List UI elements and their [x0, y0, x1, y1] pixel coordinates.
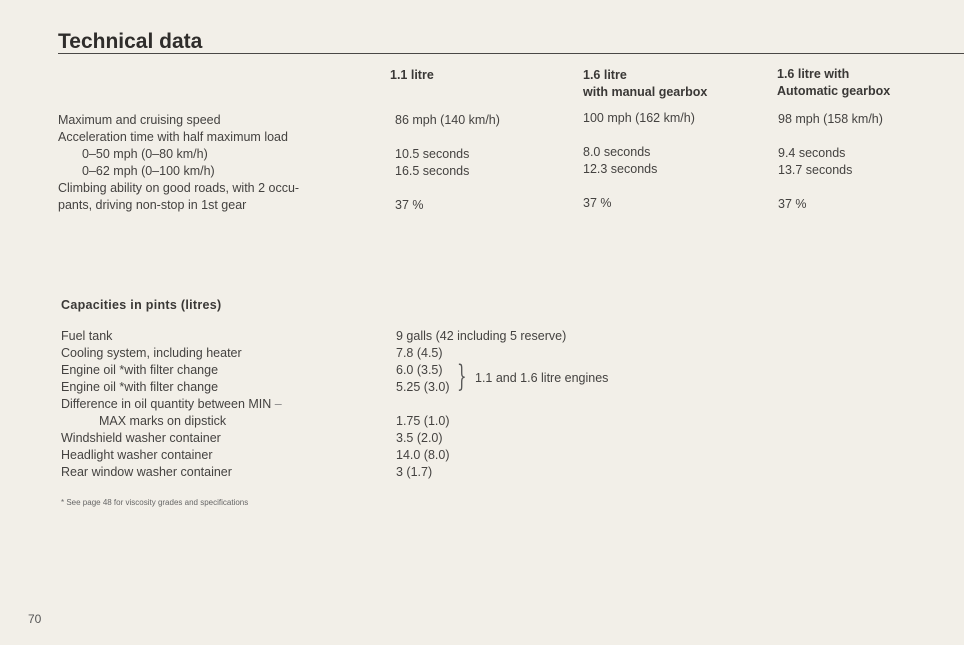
- label-windshield-washer: Windshield washer container: [61, 431, 221, 445]
- value-oil-difference: 1.75 (1.0): [396, 414, 450, 428]
- capacity-values: [396, 328, 566, 481]
- page-title: Technical data: [58, 30, 203, 53]
- label-dipstick-marks: MAX marks on dipstick: [99, 414, 227, 428]
- value-speed: 86 mph (140 km/h): [395, 113, 500, 127]
- label-headlight-washer: Headlight washer container: [61, 448, 213, 462]
- value-headlight-washer: 14.0 (8.0): [396, 448, 450, 462]
- value-spacer: [778, 128, 883, 145]
- oil-engines-note: 1.1 and 1.6 litre engines: [475, 371, 609, 385]
- value-accel-62: 16.5 seconds: [395, 164, 470, 178]
- column-header-1-6-manual-line2: with manual gearbox: [583, 85, 708, 99]
- value-spacer: [778, 179, 883, 196]
- label-fuel-tank: Fuel tank: [61, 329, 113, 343]
- value-climb: 37 %: [583, 196, 612, 210]
- performance-labels: [58, 112, 299, 214]
- label-rear-window-washer: Rear window washer container: [61, 465, 232, 479]
- brace-symbol: }: [457, 359, 467, 394]
- label-oil-difference-text: Difference in oil quantity between MIN: [61, 397, 272, 411]
- label-engine-oil-1: Engine oil *with filter change: [61, 363, 219, 377]
- capacities-heading: Capacities in pints (litres): [61, 298, 222, 312]
- value-engine-oil-1: 6.0 (3.5): [396, 363, 443, 377]
- column-header-1-6-manual-line1: 1.6 litre: [583, 68, 627, 82]
- values-1-6-automatic: [778, 111, 883, 213]
- value-cooling-system: 7.8 (4.5): [396, 346, 443, 360]
- value-accel-50: 10.5 seconds: [395, 147, 470, 161]
- value-speed: 98 mph (158 km/h): [778, 112, 883, 126]
- value-speed: 100 mph (162 km/h): [583, 111, 695, 125]
- label-engine-oil-2: Engine oil *with filter change: [61, 380, 219, 394]
- label-accel-0-50: 0–50 mph (0–80 km/h): [82, 147, 208, 161]
- value-spacer: [395, 180, 500, 197]
- title-rule: [58, 53, 964, 54]
- label-climbing-line1: Climbing ability on good roads, with 2 occu-: [58, 181, 300, 195]
- values-1-1-litre: [395, 112, 500, 214]
- value-accel-50: 9.4 seconds: [778, 146, 846, 160]
- value-climb: 37 %: [395, 198, 424, 212]
- values-1-6-manual: [583, 110, 695, 212]
- value-accel-62: 12.3 seconds: [583, 162, 658, 176]
- column-header-1-6-manual: [583, 67, 707, 101]
- value-climb: 37 %: [778, 197, 807, 211]
- label-acceleration: Acceleration time with half maximum load: [58, 130, 288, 144]
- value-windshield-washer: 3.5 (2.0): [396, 431, 443, 445]
- column-header-1-6-automatic-line2: Automatic gearbox: [777, 84, 891, 98]
- value-rear-window-washer: 3 (1.7): [396, 465, 433, 479]
- capacity-labels: [61, 328, 282, 481]
- dash-mark: –: [274, 397, 282, 411]
- value-spacer: [395, 129, 500, 146]
- column-header-1-6-automatic-line1: 1.6 litre with: [777, 67, 850, 81]
- label-max-speed: Maximum and cruising speed: [58, 113, 221, 127]
- label-cooling-system: Cooling system, including heater: [61, 346, 242, 360]
- value-accel-62: 13.7 seconds: [778, 163, 853, 177]
- value-fuel-tank: 9 galls (42 including 5 reserve): [396, 329, 567, 343]
- value-spacer: [583, 178, 695, 195]
- label-climbing-line2: pants, driving non-stop in 1st gear: [58, 198, 247, 212]
- label-accel-0-62: 0–62 mph (0–100 km/h): [82, 164, 215, 178]
- value-spacer: [583, 127, 695, 144]
- column-header-1-1-litre: 1.1 litre: [390, 68, 434, 82]
- value-accel-50: 8.0 seconds: [583, 145, 651, 159]
- column-header-1-6-automatic: [777, 66, 890, 100]
- label-oil-difference: [61, 396, 282, 413]
- footnote: * See page 48 for viscosity grades and specifications: [61, 498, 249, 507]
- value-engine-oil-2: 5.25 (3.0): [396, 380, 450, 394]
- page-number: 70: [28, 612, 42, 626]
- value-spacer: [396, 396, 566, 413]
